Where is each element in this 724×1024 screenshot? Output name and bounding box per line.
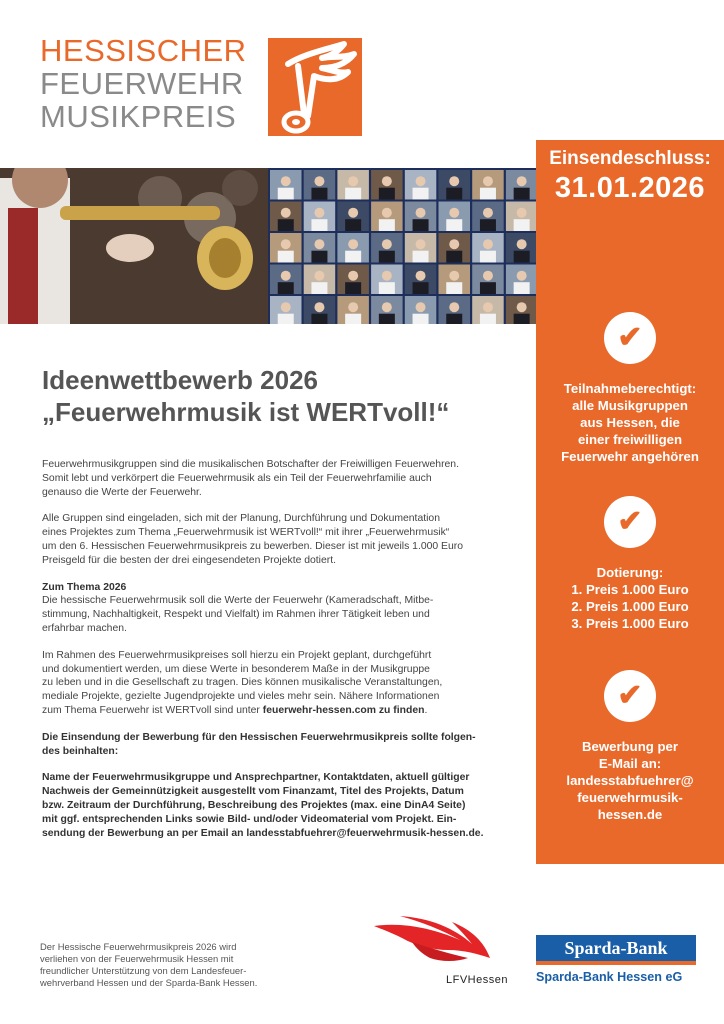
portrait-torso <box>379 188 395 200</box>
portrait-torso <box>446 314 462 324</box>
portrait-torso <box>446 251 462 263</box>
portrait-torso <box>345 188 361 200</box>
eligibility-text: Teilnahmeberechtigt: alle Musikgruppen aus Hessen, die einer freiwilligen Feuerwehr angehören <box>561 381 699 464</box>
portrait-torso <box>480 219 496 231</box>
portrait-torso <box>446 219 462 231</box>
portrait-torso <box>345 251 361 263</box>
portrait-head <box>416 271 426 281</box>
application-text: Bewerbung per E-Mail an: landesstabfuehrer@ feuerwehrmusik- hessen.de <box>566 739 694 822</box>
logo-line-3: MUSIKPREIS <box>40 99 237 134</box>
portrait-head <box>348 271 358 281</box>
logo-line-1: HESSISCHER <box>40 33 247 68</box>
portrait-torso <box>311 282 327 294</box>
portrait-head <box>281 176 291 186</box>
portrait-head <box>449 302 459 312</box>
portrait-head <box>517 208 527 218</box>
portrait-torso <box>514 219 530 231</box>
portrait-head <box>348 208 358 218</box>
portrait-head <box>314 239 324 249</box>
portrait-torso <box>446 282 462 294</box>
portrait-torso <box>278 219 294 231</box>
portrait-head <box>348 302 358 312</box>
portrait-torso <box>311 219 327 231</box>
portrait-head <box>382 176 392 186</box>
portrait-head <box>517 176 527 186</box>
logo-line-2: FEUERWEHR <box>40 66 244 101</box>
footer-credits: Der Hessische Feuerwehrmusikpreis 2026 wird verliehen von der Feuerwehrmusik Hessen mit freundlicher Unterstützung von dem Landesfeuer- wehrverband Hessen und der Sparda-Bank Hessen. <box>40 941 258 988</box>
paragraph-project: Im Rahmen des Feuerwehrmusikpreises soll hierzu ein Projekt geplant, durchgeführt und dokumentiert werden, um diese Werte in besonderem Maße in der Musikgruppe zu leben und in die Gesellschaft zu tragen. Dies können musikalische Veranstaltungen, mediale Projekte, gezielte Jugendprojekte und vieles mehr sein. Nähere Informationen zum Thema Feuerwehr ist WERTvoll sind unter feuerwehr-hessen.com zu finden. <box>42 649 443 716</box>
paragraph-invitation: Alle Gruppen sind eingeladen, sich mit der Planung, Durchführung und Dokumentation eines Projektes zum Thema „Feuerwehrmusik ist WERTvoll!“ mit ihrer „Feuerwehrmusik“ um den 6. Hessischen Feuerwehrmusikpreis zu bewerben. Dieser ist mit jeweils 1.000 Euro Preisgeld für die besten der drei eingesendeten Projekte dotiert. <box>42 513 464 566</box>
portrait-torso <box>278 251 294 263</box>
portrait-head <box>483 302 493 312</box>
checkmark-icon: ✔ <box>604 670 656 722</box>
portrait-torso <box>514 314 530 324</box>
website-link[interactable]: feuerwehr-hessen.com zu finden <box>262 704 425 716</box>
portrait-head <box>348 176 358 186</box>
portrait-torso <box>278 282 294 294</box>
portrait-head <box>281 271 291 281</box>
portrait-torso <box>514 188 530 200</box>
portrait-torso <box>413 251 429 263</box>
paragraph-submission-intro: Die Einsendung der Bewerbung für den Hessischen Feuerwehrmusikpreis sollte folgen- des beinhalten: <box>42 731 476 757</box>
portrait-head <box>314 208 324 218</box>
portrait-torso <box>278 314 294 324</box>
portrait-torso <box>278 188 294 200</box>
portrait-torso <box>480 282 496 294</box>
trumpet-player-photo <box>0 168 268 324</box>
portrait-torso <box>345 314 361 324</box>
portrait-torso <box>480 251 496 263</box>
portrait-torso <box>379 219 395 231</box>
lfv-label: LFVHessen <box>446 974 508 986</box>
portrait-torso <box>514 282 530 294</box>
portrait-head <box>281 239 291 249</box>
body-text <box>42 458 520 853</box>
portrait-head <box>483 208 493 218</box>
music-note-flame-icon <box>268 38 362 136</box>
portrait-head <box>281 208 291 218</box>
portrait-torso <box>413 282 429 294</box>
deadline-date: 31.01.2026 <box>554 172 706 204</box>
topic-heading: Zum Thema 2026 <box>42 581 127 593</box>
portrait-torso <box>413 219 429 231</box>
logo-wordmark <box>40 34 247 133</box>
paragraph-topic: Zum Thema 2026 Die hessische Feuerwehrmusik soll die Werte der Feuerwehr (Kameradschaft, Mitbe- stimmung, Nachhaltigkeit, Respekt und Vielfalt) im Rahmen ihrer Tätigkeit leben und erfahrbar machen. <box>42 581 520 636</box>
portrait-torso <box>345 219 361 231</box>
portrait-torso <box>311 314 327 324</box>
portrait-head <box>449 208 459 218</box>
portrait-head <box>449 239 459 249</box>
portrait-head <box>416 208 426 218</box>
portrait-head <box>281 302 291 312</box>
portrait-head <box>348 239 358 249</box>
info-sidebar <box>536 140 724 864</box>
portrait-torso <box>480 188 496 200</box>
portrait-head <box>314 302 324 312</box>
portrait-head <box>382 208 392 218</box>
portrait-head <box>416 239 426 249</box>
portrait-head <box>382 239 392 249</box>
portrait-head <box>314 176 324 186</box>
portrait-head <box>382 271 392 281</box>
portrait-torso <box>514 251 530 263</box>
checkmark-icon: ✔ <box>604 496 656 548</box>
prize-text: Dotierung: 1. Preis 1.000 Euro 2. Preis 1.000 Euro 3. Preis 1.000 Euro <box>571 565 689 631</box>
portrait-head <box>449 271 459 281</box>
portrait-torso <box>480 314 496 324</box>
portrait-head <box>483 271 493 281</box>
portrait-head <box>483 239 493 249</box>
sparda-bank-subtitle: Sparda-Bank Hessen eG <box>536 970 683 984</box>
portrait-head <box>449 176 459 186</box>
paragraph-submission-details: Name der Feuerwehrmusikgruppe und Ansprechpartner, Kontaktdaten, aktuell gültiger Nachweis der Gemeinnützigkeit ausgestellt vom Finanzamt, Titel des Projekts, Datum bzw. Zeitraum der Durchführung, Beschreibung des Projektes (max. eine DinA4 Seite) mit ggf. entsprechenden Links sowie Bild- und/oder Videomaterial vom Projekt. Ein- sendung der Bewerbung an per Email an landesstabfuehrer@feuerwehrmusik-hessen.de. <box>42 772 484 839</box>
portrait-head <box>382 302 392 312</box>
portrait-torso <box>446 188 462 200</box>
portrait-torso <box>413 188 429 200</box>
portrait-torso <box>311 251 327 263</box>
page-title: Ideenwettbewerb 2026 „Feuerwehrmusik ist WERTvoll!“ <box>42 365 450 427</box>
portrait-torso <box>413 314 429 324</box>
portrait-head <box>517 271 527 281</box>
paragraph-intro: Feuerwehrmusikgruppen sind die musikalischen Botschafter der Freiwilligen Feuerwehren. Somit lebt und verkörpert die Feuerwehrmusik als ein Teil der Feuerwehrfamilie auch genauso die Werte der Feuerwehr. <box>42 459 459 498</box>
checkmark-icon: ✔ <box>604 312 656 364</box>
portrait-head <box>314 271 324 281</box>
portrait-torso <box>379 314 395 324</box>
portrait-torso <box>345 282 361 294</box>
portrait-head <box>517 239 527 249</box>
portrait-torso <box>311 188 327 200</box>
sparda-bank-logo: Sparda-Bank <box>536 935 696 965</box>
deadline-label: Einsendeschluss: <box>549 148 711 169</box>
portrait-head <box>416 176 426 186</box>
portrait-torso <box>379 251 395 263</box>
musician-portrait-collage <box>268 168 536 324</box>
portrait-head <box>416 302 426 312</box>
portrait-head <box>483 176 493 186</box>
portrait-torso <box>379 282 395 294</box>
portrait-head <box>517 302 527 312</box>
